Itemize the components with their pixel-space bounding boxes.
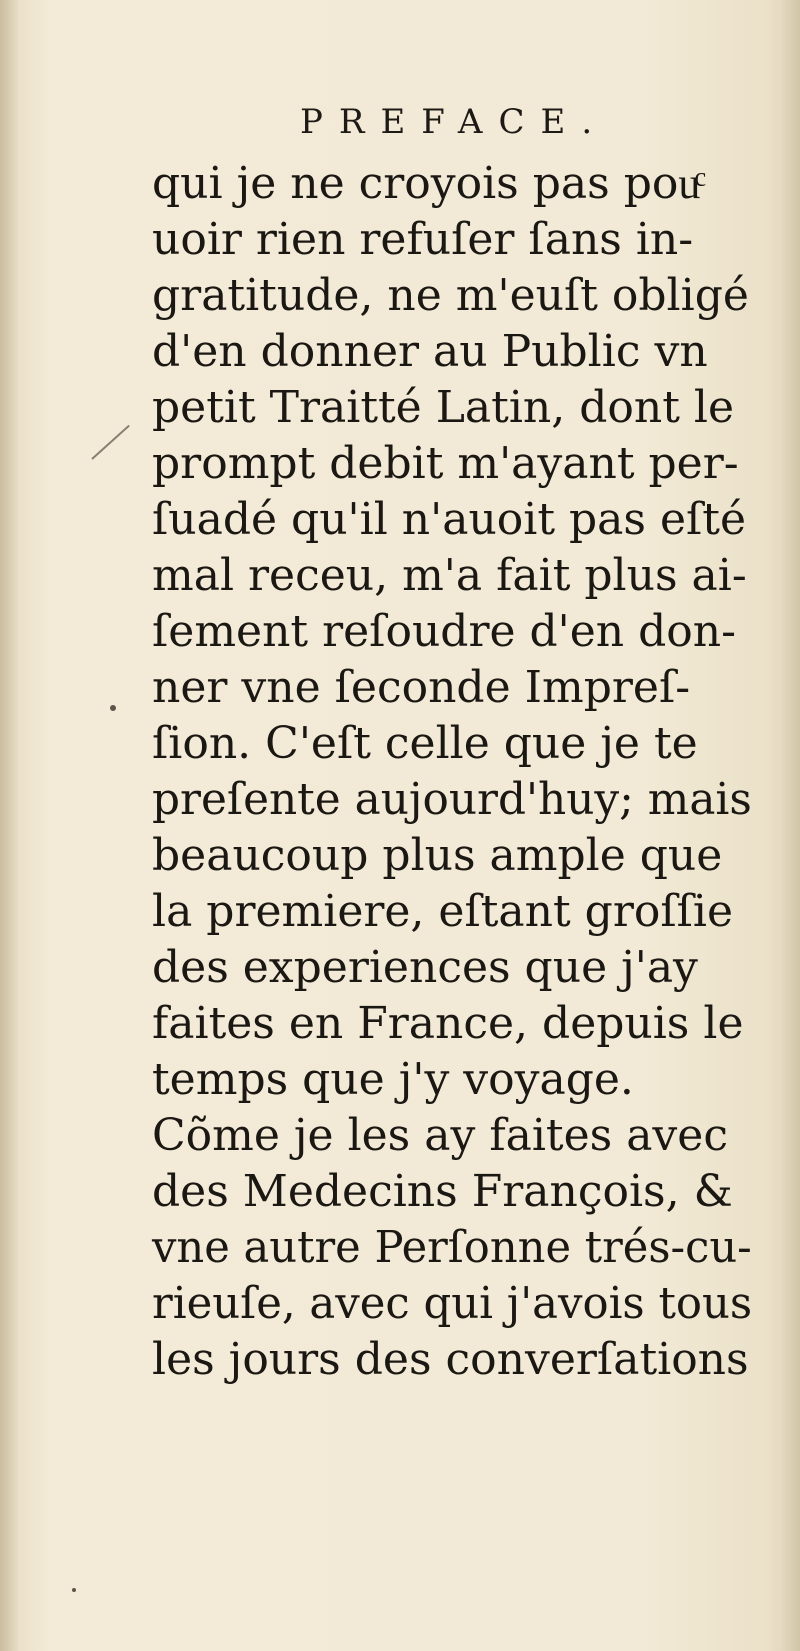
text-line: faites en France, depuis le xyxy=(152,998,744,1049)
page-edge xyxy=(778,0,800,1651)
text-line: rieuſe, avec qui j'avois tous xyxy=(152,1278,753,1329)
text-line: qui je ne croyois pas pouͨ xyxy=(152,158,701,209)
text-line: preſente aujourd'huy; mais xyxy=(152,774,752,825)
text-line: ſuadé qu'il n'auoit pas eſté xyxy=(152,494,747,545)
text-line: temps que j'y voyage. xyxy=(152,1054,634,1105)
running-header: PREFACE. xyxy=(300,102,609,142)
text-line: des Medecins François, & xyxy=(152,1166,733,1217)
text-line: beaucoup plus ample que xyxy=(152,830,723,881)
margin-dot xyxy=(110,705,116,711)
text-line: des experiences que j'ay xyxy=(152,942,698,993)
text-line: les jours des converſations xyxy=(152,1334,749,1385)
text-line: uoir rien refuſer ſans in- xyxy=(152,214,694,265)
text-line: ſion. C'eſt celle que je te xyxy=(152,718,698,769)
text-line: Cõme je les ay faites avec xyxy=(152,1110,728,1161)
text-line: vne autre Perſonne trés-cu- xyxy=(152,1222,752,1273)
text-line: mal receu, m'a fait plus ai- xyxy=(152,550,747,601)
text-line: gratitude, ne m'euſt obligé xyxy=(152,270,749,321)
text-line: d'en donner au Public vn xyxy=(152,326,708,377)
text-line: petit Traitté Latin, dont le xyxy=(152,382,734,433)
margin-dot xyxy=(72,1588,76,1592)
text-line: prompt debit m'ayant per- xyxy=(152,438,739,489)
margin-mark xyxy=(91,425,129,460)
text-line: ner vne ſeconde Impreſ- xyxy=(152,662,691,713)
page-gutter xyxy=(0,0,18,1651)
text-line: la premiere, eſtant groſſie xyxy=(152,886,734,937)
text-line: ſement reſoudre d'en don- xyxy=(152,606,736,657)
